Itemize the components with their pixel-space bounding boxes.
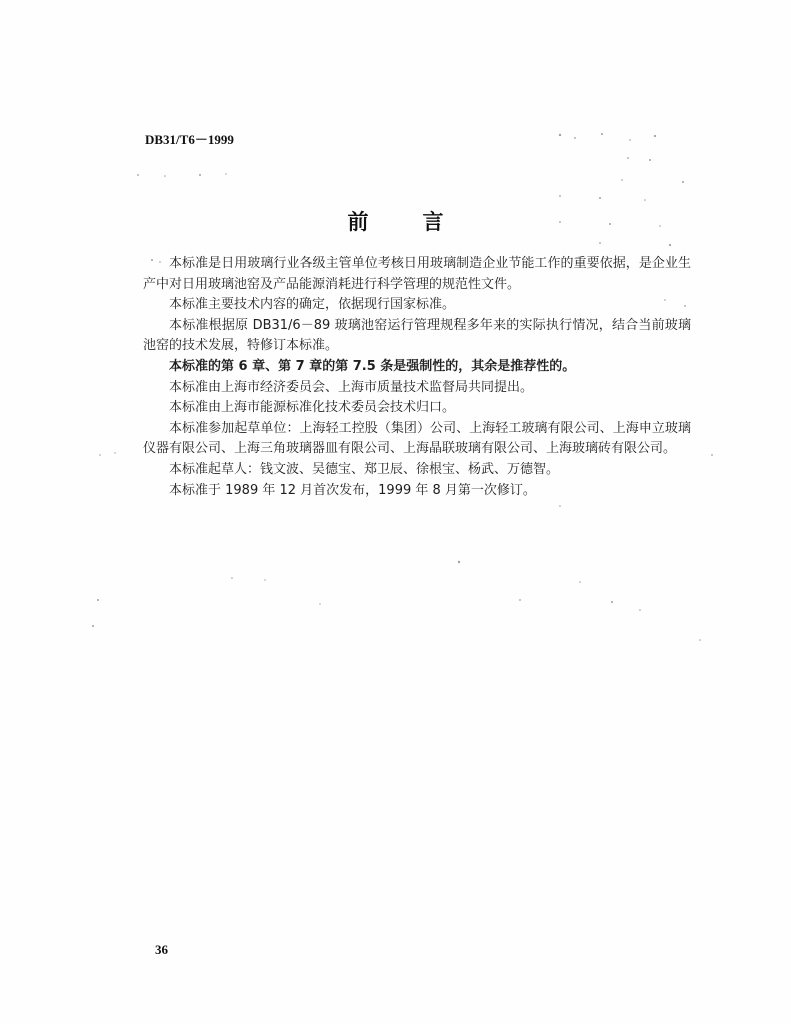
- title-char-2: 言: [422, 210, 444, 234]
- foreword-body: [143, 254, 691, 501]
- paragraph-mandatory: 本标准的第 6 章、第 7 章的第 7.5 条是强制性的，其余是推荐性的。: [169, 358, 576, 374]
- paragraph-responsible-body: 本标准由上海市能源标准化技术委员会技术归口。: [169, 400, 456, 416]
- paragraph-drafting-units: 本标准参加起草单位：上海轻工控股（集团）公司、上海轻工玻璃有限公司、上海申立玻璃仪器有限公司、上海三角玻璃器皿有限公司、上海晶联玻璃有限公司、上海玻璃砖有限公司。: [143, 420, 691, 457]
- paragraph-history: 本标准于 1989 年 12 月首次发布，1999 年 8 月第一次修订。: [169, 482, 536, 498]
- standard-code: DB31/T6－1999: [145, 132, 234, 147]
- paragraph-basis: 本标准主要技术内容的确定，依据现行国家标准。: [169, 297, 456, 313]
- paragraph-drafters: 本标准起草人：钱文波、吴德宝、郑卫辰、徐根宝、杨武、万德智。: [169, 461, 560, 477]
- title-char-1: 前: [347, 210, 369, 234]
- paragraph-revision: 本标准根据原 DB31/6－89 玻璃池窑运行管理规程多年来的实际执行情况，结合当前玻璃池窑的技术发展，特修订本标准。: [143, 317, 691, 354]
- paragraph-purpose: 本标准是日用玻璃行业各级主管单位考核日用玻璃制造企业节能工作的重要依据，是企业生产中对日用玻璃池窑及产品能源消耗进行科学管理的规范性文件。: [143, 256, 691, 292]
- paragraph-proposer: 本标准由上海市经济委员会、上海市质量技术监督局共同提出。: [169, 379, 534, 395]
- page-number: 36: [155, 942, 168, 957]
- page-title: [0, 206, 791, 236]
